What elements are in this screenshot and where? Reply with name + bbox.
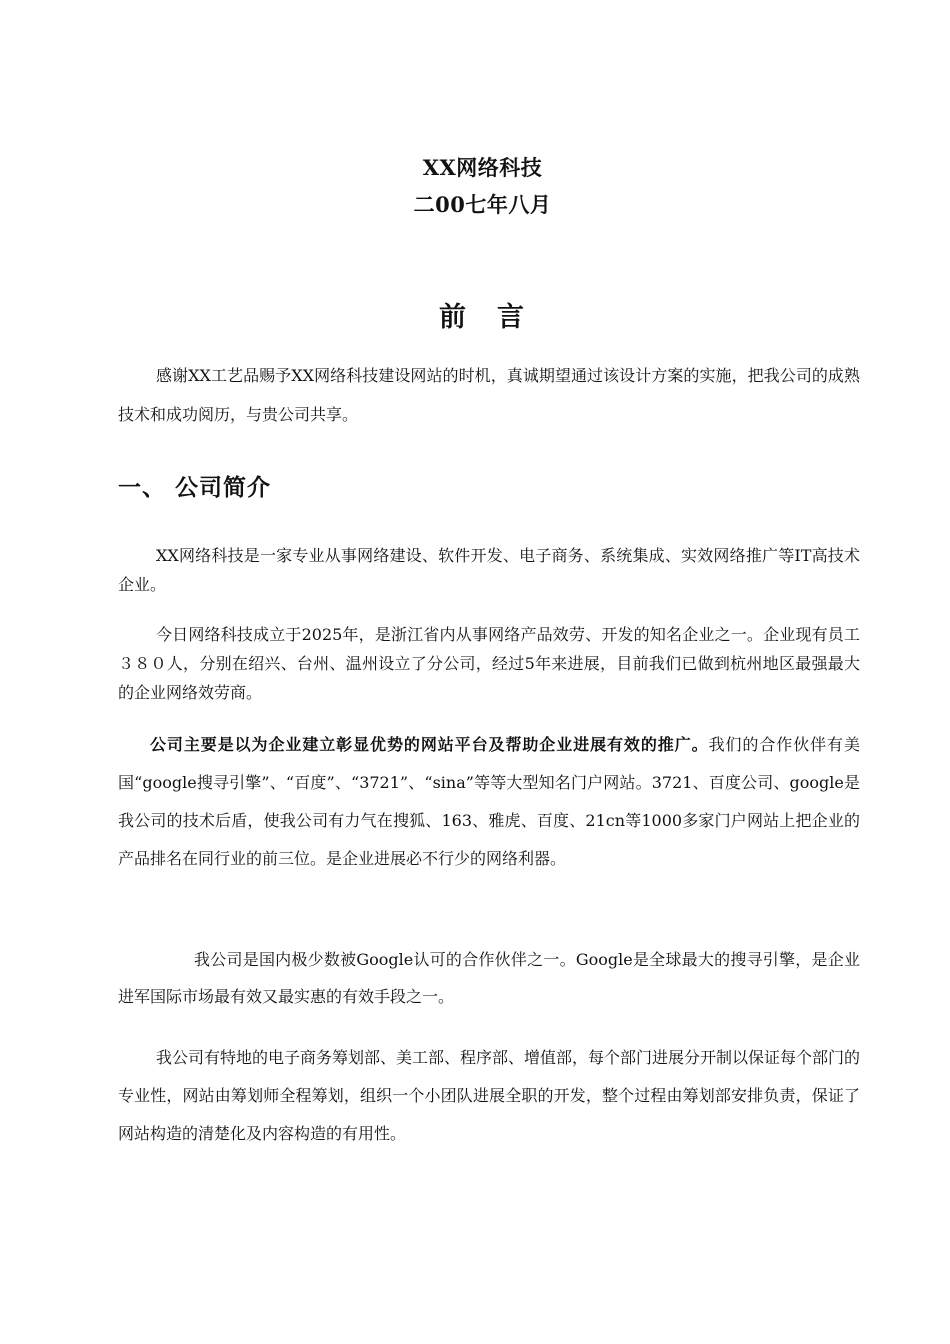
preface-paragraph: 感谢XX工艺品赐予XX网络科技建设网站的时机，真诚期望通过该设计方案的实施，把我公司的成熟技术和成功阅历，与贵公司共享。 <box>118 366 860 424</box>
partners-paragraph <box>118 726 860 878</box>
company-name: XX网络科技 <box>422 155 543 180</box>
partners-lead-text: 公司主要是以为企业建立彰显优势的网站平台及帮助企业进展有效的推广。 <box>150 735 709 754</box>
document-date: 二00七年八月 <box>413 192 552 217</box>
google-paragraph: 我公司是国内极少数被Google认可的合作伙伴之一。Google是全球最大的搜寻引擎，是企业进军国际市场最有效又最实惠的有效手段之一。 <box>118 950 860 1006</box>
section-heading-company-intro: 一、 公司简介 <box>118 474 272 501</box>
partners-body-text: 我们的合作伙伴有美国“google搜寻引擎”、“百度”、“3721”、“sina”等等大型知名门户网站。3721、百度公司、google是我公司的技术后盾，使我公司有力气在搜狐、163、雅虎、百度、21cn等1000多家门户网站上把企业的产品排名在同行业的前三位。是企业进展必不行少的网络利器。 <box>118 735 860 868</box>
preface-heading: 前 言 <box>439 302 526 333</box>
history-paragraph: 今日网络科技成立于2025年，是浙江省内从事网络产品效劳、开发的知名企业之一。企业现有员工３８０人，分别在绍兴、台州、温州设立了分公司，经过5年来进展，目前我们已做到杭州地区最强最大的企业网络效劳商。 <box>118 625 860 702</box>
departments-paragraph: 我公司有特地的电子商务筹划部、美工部、程序部、增值部，每个部门进展分开制以保证每个部门的专业性，网站由筹划师全程筹划，组织一个小团队进展全职的开发，整个过程由筹划部安排负责，保证了网站构造的清楚化及内容构造的有用性。 <box>118 1048 861 1143</box>
intro-paragraph: XX网络科技是一家专业从事网络建设、软件开发、电子商务、系统集成、实效网络推广等IT高技术企业。 <box>118 546 860 594</box>
